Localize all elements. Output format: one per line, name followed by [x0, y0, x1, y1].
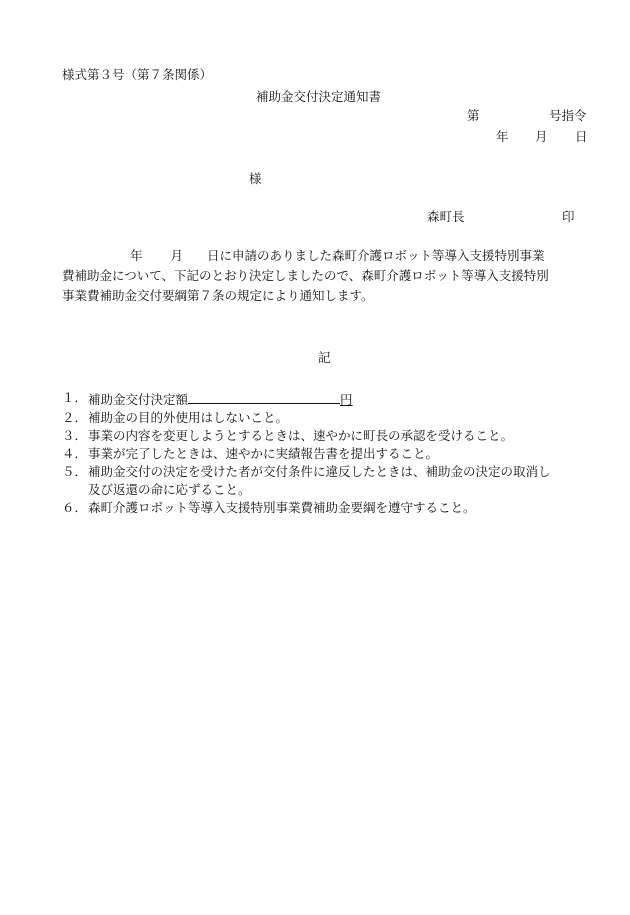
item-text-continuation: 及び返還の命に応ずること。: [88, 482, 251, 497]
number-suffix: 号指令: [549, 108, 587, 123]
item-number: ２．: [62, 410, 88, 425]
date-year-label: 年: [496, 129, 509, 144]
form-number: 様式第３号（第７条関係）: [62, 67, 213, 82]
item-number: ５．: [62, 464, 88, 479]
list-item: [62, 499, 602, 517]
list-item: [62, 463, 602, 499]
item-text: 補助金交付の決定を受けた者が交付条件に違反したときは、補助金の決定の取消し: [88, 464, 551, 479]
amount-blank: [188, 389, 340, 404]
conditions-list: [62, 389, 602, 517]
seal-mark: 印: [562, 209, 575, 224]
item-number: ３．: [62, 428, 88, 443]
body-paragraph: [62, 246, 592, 306]
document-title: 補助金交付決定通知書: [256, 89, 382, 104]
body-year-label: 年: [130, 248, 143, 263]
item-text: 事業の内容を変更しようとするときは、速やかに町長の承認を受けること。: [88, 428, 514, 443]
ki-heading: 記: [318, 350, 331, 365]
list-item: [62, 409, 602, 427]
item-number: ４．: [62, 446, 88, 461]
number-prefix: 第: [467, 108, 480, 123]
body-month-label: 月: [170, 248, 184, 263]
yen-unit: 円: [340, 392, 353, 407]
item-text: 補助金交付決定額: [88, 392, 189, 407]
date-day-label: 日: [575, 129, 588, 144]
item-text: 補助金の目的外使用はしないこと。: [88, 410, 289, 425]
date-month-label: 月: [535, 129, 548, 144]
issuer-name: 森町長: [427, 209, 465, 224]
list-item: [62, 445, 602, 463]
body-line-1: [62, 246, 592, 266]
body-line-1-text: 日に申請のありました森町介護ロボット等導入支援特別事業: [207, 248, 545, 263]
item-number: １．: [62, 390, 88, 405]
list-item: [62, 427, 602, 445]
body-line-3: 事業費補助金交付要綱第７条の規定により通知します。: [62, 288, 374, 303]
item-number: ６．: [62, 500, 88, 515]
list-item: [62, 389, 602, 409]
item-text: 事業が完了したときは、速やかに実績報告書を提出すること。: [88, 446, 439, 461]
item-text: 森町介護ロボット等導入支援特別事業費補助金要綱を遵守すること。: [88, 500, 476, 515]
addressee-honorific: 様: [249, 171, 262, 186]
body-line-2: 費補助金について、下記のとおり決定しましたので、森町介護ロボット等導入支援特別: [62, 268, 549, 283]
